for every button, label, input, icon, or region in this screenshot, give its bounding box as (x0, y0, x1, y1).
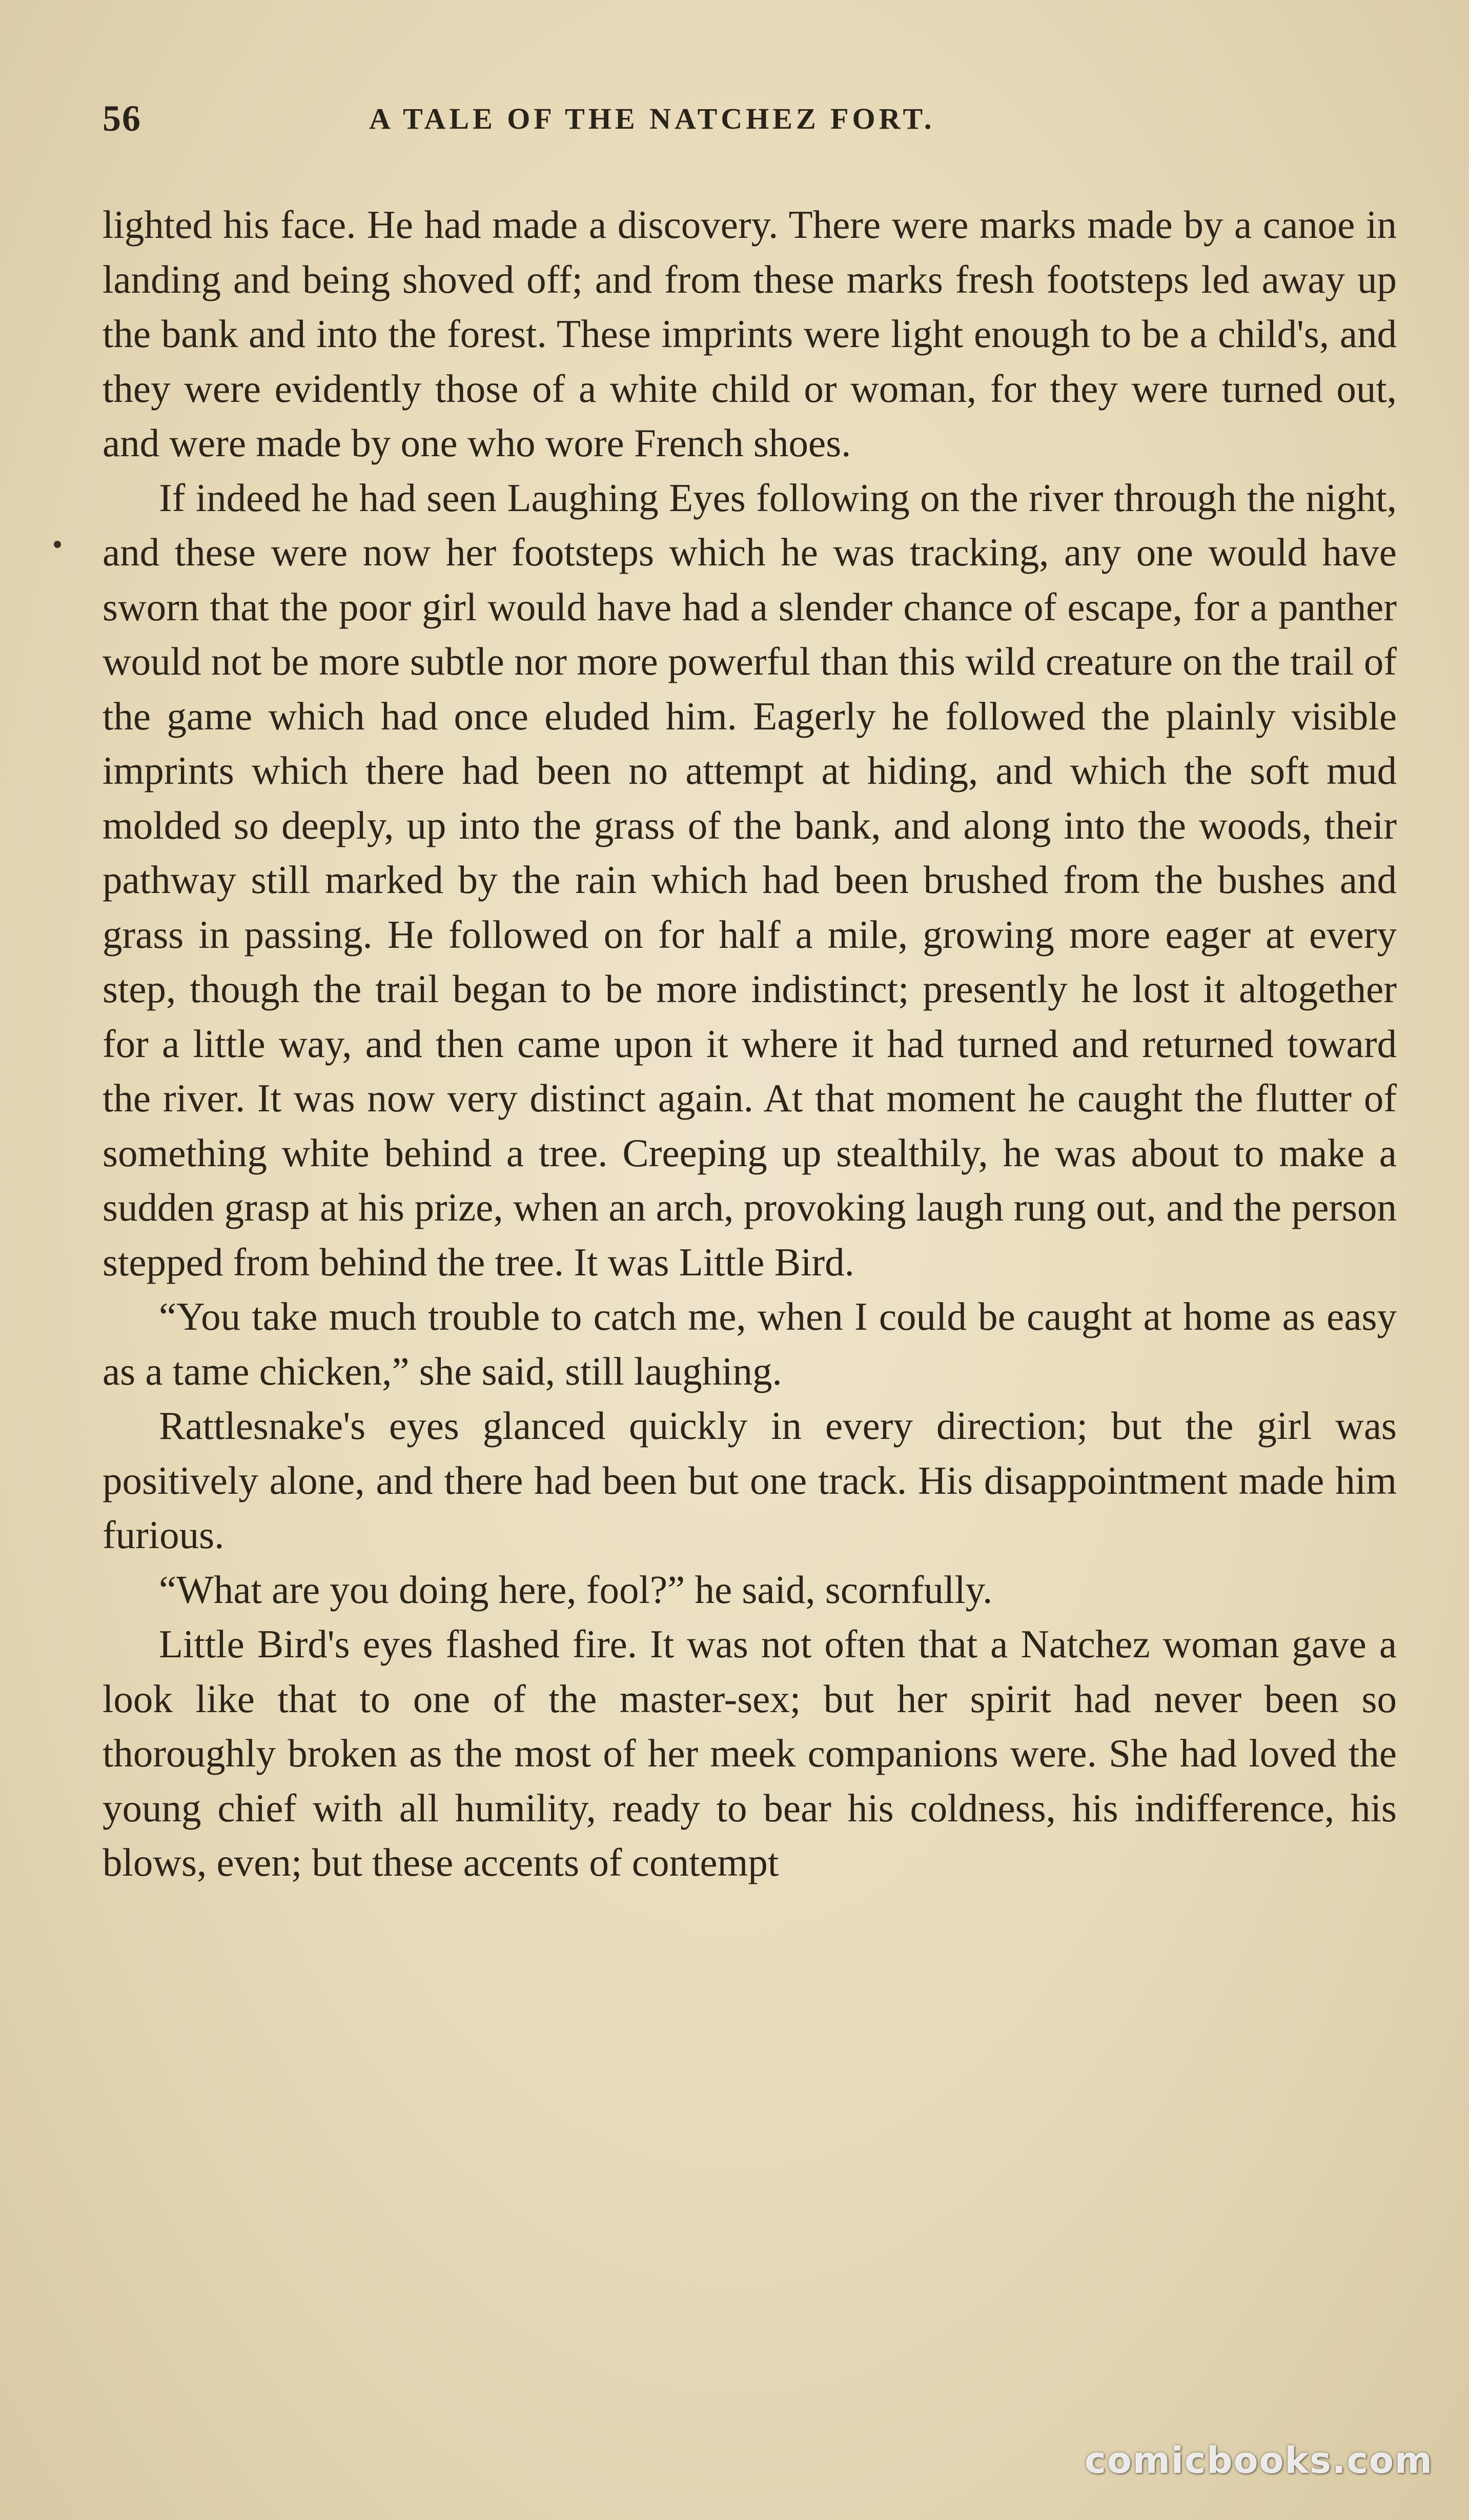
watermark: comicbooks.com (1085, 2440, 1433, 2482)
page-header (103, 97, 1394, 144)
running-title: A TALE OF THE NATCHEZ FORT. (369, 102, 935, 135)
paragraph-6: Little Bird's eyes flashed fire. It was not often that a Natchez woman gave a look like that to one of the master-sex; but her spirit had never been so thoroughly broken as the most of her meek companions were. She had loved the young chief with all humility, ready to bear his coldness, his indifference, his blows, even; but these accents of contempt (103, 1622, 1397, 1884)
page-number: 56 (103, 98, 141, 139)
paragraph-2: If indeed he had seen Laughing Eyes following on the river through the night, and these were now her footsteps which he was tracking, any one would have sworn that the poor girl would have had a slender chance of escape, for a panther would not be more subtle nor more powerful than this wild creature on the trail of the game which had once eluded him. Eagerly he followed the plainly visible imprints which there had been no attempt at hiding, and which the soft mud molded so deeply, up into the grass of the bank, and along into the woods, their pathway still marked by the rain which had been brushed from the bushes and grass in passing. He followed on for half a mile, growing more eager at every step, though the trail began to be more indistinct; presently he lost it altogether for a little way, and then came upon it where it had turned and returned toward the river. It was now very distinct again. At that moment he caught the flutter of something white behind a tree. Creeping up stealthily, he was about to make a sudden grasp at his prize, when an arch, provoking laugh rung out, and the person stepped from behind the tree. It was Little Bird. (103, 475, 1397, 1284)
paragraph-1: lighted his face. He had made a discovery. There were marks made by a canoe in landing and being shoved off; and from these marks fresh footsteps led away up the bank and into the forest. These imprints were light enough to be a child's, and they were evidently those of a white child or woman, for they were turned out, and were made by one who wore French shoes. (103, 202, 1397, 465)
margin-dot (54, 541, 61, 548)
paragraph-4: Rattlesnake's eyes glanced quickly in every direction; but the girl was positively alone, and there had been but one track. His disappointment made him furious. (103, 1404, 1397, 1557)
body-text (103, 197, 1397, 1890)
paragraph-5: “What are you doing here, fool?” he said, scornfully. (159, 1567, 993, 1612)
paragraph-3: “You take much trouble to catch me, when I could be caught at home as easy as a tame chicken,” she said, still laughing. (103, 1294, 1397, 1393)
